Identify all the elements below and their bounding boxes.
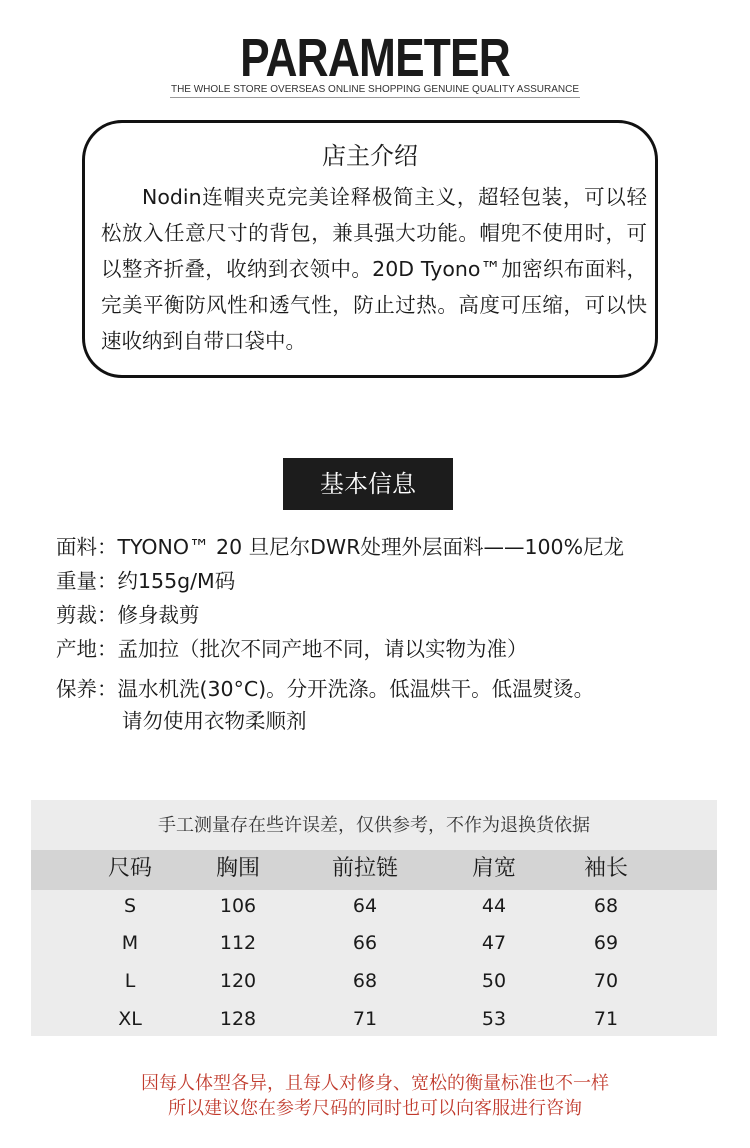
intro-box: [82, 120, 658, 378]
info-label: 产地：: [56, 637, 118, 661]
table-row: [31, 925, 717, 961]
info-value: 修身裁剪: [117, 603, 200, 627]
table-cell: 106: [219, 895, 257, 917]
size-table-note: 手工测量存在些许误差，仅供参考，不作为退换货依据: [158, 815, 590, 836]
table-row: [31, 888, 717, 924]
info-care-continued: 请勿使用衣物柔顺剂: [122, 709, 307, 733]
size-table: [31, 800, 717, 1036]
info-value: 孟加拉（批次不同产地不同，请以实物为准）: [117, 637, 528, 661]
table-cell: 128: [219, 1008, 257, 1030]
basic-info-header: 基本信息: [283, 458, 453, 510]
table-cell: XL: [118, 1008, 142, 1030]
intro-title: 店主介绍: [322, 142, 418, 170]
header-cell-chest: 胸围: [215, 856, 260, 881]
info-value: 约155g/M码: [117, 569, 236, 593]
header-cell-shoulder: 肩宽: [471, 856, 516, 881]
table-cell: 50: [481, 970, 507, 992]
info-row-weight: [56, 566, 235, 596]
table-cell: S: [123, 895, 137, 917]
table-row: [31, 1001, 717, 1037]
table-cell: 69: [593, 932, 619, 954]
table-cell: M: [121, 932, 139, 954]
header-cell-front-zip: 前拉链: [331, 856, 398, 881]
table-cell: 47: [481, 932, 507, 954]
table-cell: 64: [352, 895, 378, 917]
footnote-line-2: 所以建议您在参考尺码的同时也可以向客服进行咨询: [168, 1098, 582, 1119]
page-subtitle: THE WHOLE STORE OVERSEAS ONLINE SHOPPING GENUINE QUALITY ASSURANCE: [170, 84, 580, 98]
info-row-origin: [56, 634, 528, 664]
table-cell: 53: [481, 1008, 507, 1030]
table-cell: 71: [352, 1008, 378, 1030]
info-value: 温水机洗(30°C)。分开洗涤。低温烘干。低温熨烫。: [117, 677, 595, 701]
header-cell-sleeve: 袖长: [583, 856, 628, 881]
table-cell: 112: [219, 932, 257, 954]
info-label: 保养：: [56, 677, 118, 701]
table-cell: 70: [593, 970, 619, 992]
info-label: 重量：: [56, 569, 118, 593]
page-title: PARAMETER: [240, 28, 510, 88]
info-row-cut: [56, 600, 200, 630]
info-label: 剪裁：: [56, 603, 118, 627]
footnote-line-1: 因每人体型各异，且每人对修身、宽松的衡量标准也不一样: [141, 1073, 609, 1094]
info-row-fabric: [56, 532, 624, 562]
table-cell: 68: [593, 895, 619, 917]
info-label: 面料：: [56, 535, 118, 559]
info-row-care: [56, 674, 594, 704]
table-cell: 71: [593, 1008, 619, 1030]
table-cell: 68: [352, 970, 378, 992]
header-cell-size: 尺码: [107, 856, 152, 881]
table-row: [31, 963, 717, 999]
table-cell: L: [124, 970, 136, 992]
intro-text: Nodin连帽夹克完美诠释极简主义，超轻包装，可以轻松放入任意尺寸的背包，兼具强大功能。帽兜不使用时，可以整齐折叠，收纳到衣领中。20D Tyono™加密织布面料，完美平衡防风性和透气性，防止过热。高度可压缩，可以快速收纳到自带口袋中。: [101, 185, 647, 353]
table-cell: 44: [481, 895, 507, 917]
table-cell: 120: [219, 970, 257, 992]
info-value: TYONO™ 20 旦尼尔DWR处理外层面料——100%尼龙: [117, 535, 625, 559]
size-table-header: [31, 850, 717, 890]
table-cell: 66: [352, 932, 378, 954]
